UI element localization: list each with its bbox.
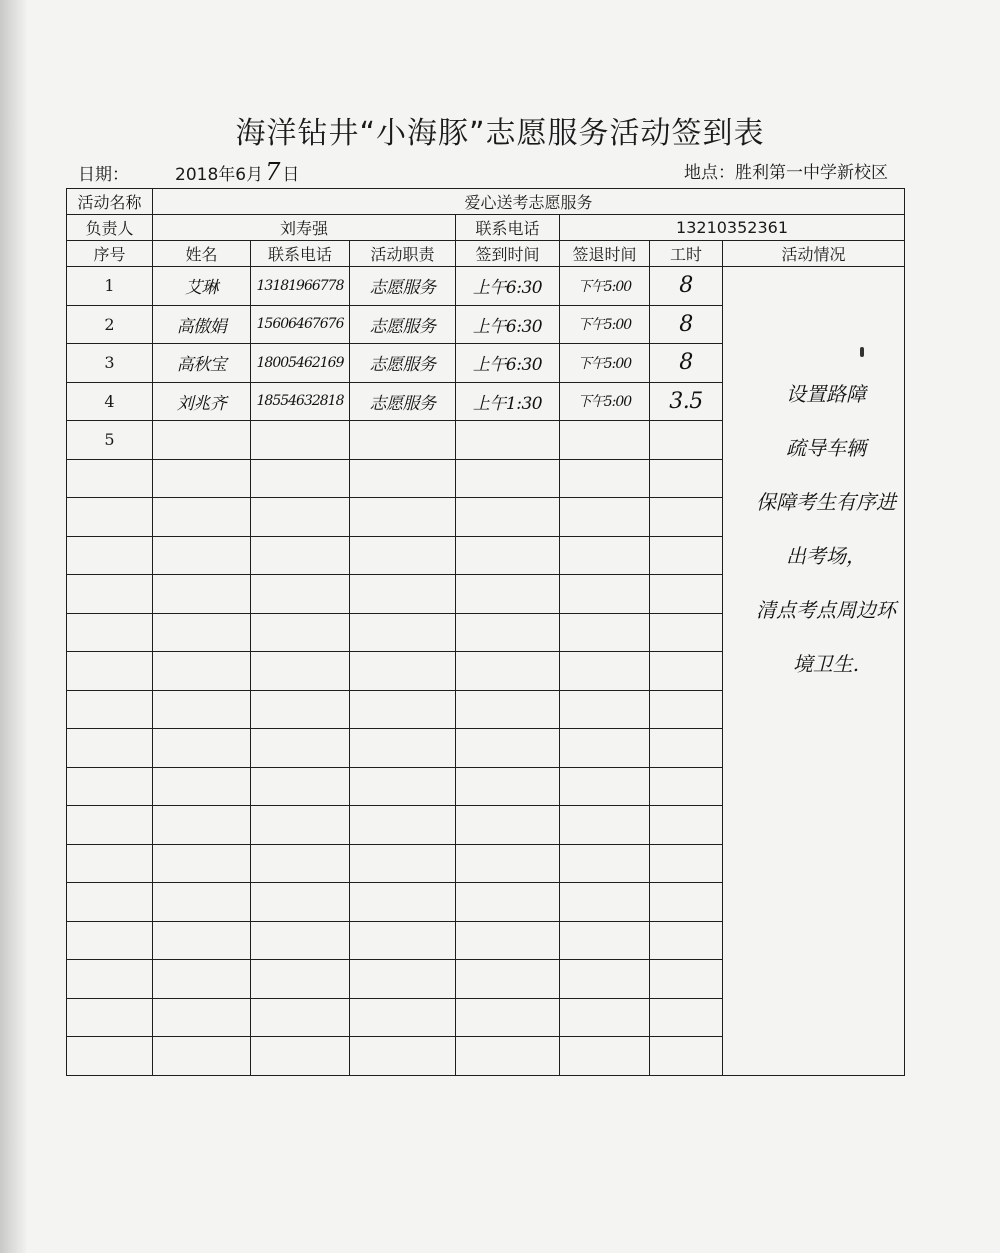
row-duty — [350, 613, 456, 652]
activity-label: 活动名称 — [67, 189, 153, 215]
row-sign-out — [560, 575, 650, 614]
row-duty — [350, 921, 456, 960]
row-phone: 15606467676 — [251, 305, 350, 344]
row-hours — [650, 921, 723, 960]
row-phone — [251, 652, 350, 691]
row-hours — [650, 844, 723, 883]
row-sign-in — [456, 613, 560, 652]
row-name — [153, 729, 251, 768]
row-seq — [67, 960, 153, 999]
row-phone — [251, 459, 350, 498]
row-name — [153, 613, 251, 652]
row-phone — [251, 921, 350, 960]
date-line — [78, 158, 299, 186]
situation-note-line: 设置路障 — [786, 382, 866, 406]
row-sign-in — [456, 921, 560, 960]
row-sign-in: 上午1:30 — [456, 382, 560, 421]
row-sign-out — [560, 844, 650, 883]
row-seq — [67, 459, 153, 498]
col-name: 姓名 — [153, 241, 251, 267]
row-seq: 3 — [67, 344, 153, 383]
row-duty — [350, 421, 456, 460]
row-phone — [251, 960, 350, 999]
row-seq — [67, 767, 153, 806]
row-sign-out — [560, 536, 650, 575]
activity-value: 爱心送考志愿服务 — [153, 189, 905, 215]
row-sign-in — [456, 536, 560, 575]
situation-note-line: 疏导车辆 — [786, 436, 866, 460]
row-sign-in — [456, 1037, 560, 1076]
row-hours — [650, 652, 723, 691]
row-name — [153, 998, 251, 1037]
row-name — [153, 883, 251, 922]
col-sign-in: 签到时间 — [456, 241, 560, 267]
row-phone — [251, 883, 350, 922]
row-seq — [67, 1037, 153, 1076]
row-seq: 2 — [67, 305, 153, 344]
activity-row — [67, 189, 905, 215]
row-hours: 8 — [650, 344, 723, 383]
row-phone — [251, 998, 350, 1037]
row-duty — [350, 536, 456, 575]
leader-phone-label: 联系电话 — [456, 215, 560, 241]
row-name — [153, 1037, 251, 1076]
row-duty: 志愿服务 — [350, 344, 456, 383]
row-sign-out — [560, 729, 650, 768]
date-day-handwritten: 7 — [265, 158, 281, 186]
row-duty — [350, 998, 456, 1037]
col-hours: 工时 — [650, 241, 723, 267]
row-phone — [251, 575, 350, 614]
row-duty — [350, 575, 456, 614]
row-hours — [650, 1037, 723, 1076]
row-hours — [650, 459, 723, 498]
date-prefix: 2018年6月 — [175, 165, 264, 185]
row-duty — [350, 960, 456, 999]
situation-note-line: 境卫生. — [792, 652, 860, 676]
row-phone — [251, 536, 350, 575]
row-hours — [650, 960, 723, 999]
row-duty — [350, 729, 456, 768]
row-sign-out — [560, 613, 650, 652]
row-duty — [350, 498, 456, 537]
col-situation: 活动情况 — [723, 241, 905, 267]
row-phone — [251, 729, 350, 768]
row-seq — [67, 921, 153, 960]
row-name — [153, 421, 251, 460]
row-hours: 8 — [650, 305, 723, 344]
row-hours — [650, 690, 723, 729]
row-sign-in — [456, 960, 560, 999]
row-hours: 8 — [650, 267, 723, 306]
row-sign-out — [560, 998, 650, 1037]
row-phone — [251, 498, 350, 537]
col-sign-out: 签退时间 — [560, 241, 650, 267]
row-hours: 3.5 — [650, 382, 723, 421]
row-sign-out — [560, 690, 650, 729]
col-phone: 联系电话 — [251, 241, 350, 267]
row-seq — [67, 806, 153, 845]
row-seq: 1 — [67, 267, 153, 306]
row-duty: 志愿服务 — [350, 267, 456, 306]
col-duty: 活动职责 — [350, 241, 456, 267]
sign-in-table — [66, 188, 905, 1076]
row-hours — [650, 767, 723, 806]
row-phone — [251, 613, 350, 652]
row-seq — [67, 498, 153, 537]
row-name — [153, 575, 251, 614]
row-sign-out — [560, 960, 650, 999]
situation-notes — [741, 367, 905, 691]
row-sign-out — [560, 421, 650, 460]
situation-note-line: 出考场， — [786, 544, 866, 568]
situation-note-line: 保障考生有序进 — [756, 490, 896, 514]
row-duty — [350, 459, 456, 498]
row-sign-out: 下午5:00 — [560, 305, 650, 344]
leader-row — [67, 215, 905, 241]
row-name — [153, 921, 251, 960]
row-duty — [350, 883, 456, 922]
row-duty: 志愿服务 — [350, 382, 456, 421]
row-name: 高傲娟 — [153, 305, 251, 344]
row-sign-in: 上午6:30 — [456, 267, 560, 306]
row-seq — [67, 998, 153, 1037]
row-duty — [350, 1037, 456, 1076]
row-seq — [67, 729, 153, 768]
row-duty: 志愿服务 — [350, 305, 456, 344]
row-duty — [350, 690, 456, 729]
column-header-row — [67, 241, 905, 267]
leader-label: 负责人 — [67, 215, 153, 241]
leader-phone: 13210352361 — [560, 215, 905, 241]
row-name — [153, 960, 251, 999]
situation-note-line: 清点考点周边环 — [756, 598, 896, 622]
row-seq — [67, 690, 153, 729]
scan-shadow — [0, 0, 28, 1253]
row-hours — [650, 575, 723, 614]
row-name — [153, 806, 251, 845]
row-sign-out — [560, 883, 650, 922]
form-title: 海洋钻井“小海豚”志愿服务活动签到表 — [235, 116, 765, 151]
leader-value: 刘寿强 — [153, 215, 456, 241]
row-name — [153, 652, 251, 691]
row-duty — [350, 806, 456, 845]
row-name — [153, 498, 251, 537]
row-hours — [650, 998, 723, 1037]
row-sign-in — [456, 767, 560, 806]
row-hours — [650, 613, 723, 652]
row-sign-out — [560, 498, 650, 537]
row-name: 艾琳 — [153, 267, 251, 306]
row-sign-in: 上午6:30 — [456, 305, 560, 344]
row-hours — [650, 729, 723, 768]
row-sign-out: 下午5:00 — [560, 382, 650, 421]
row-sign-in — [456, 806, 560, 845]
col-seq: 序号 — [67, 241, 153, 267]
row-sign-in — [456, 729, 560, 768]
row-hours — [650, 421, 723, 460]
row-hours — [650, 536, 723, 575]
row-sign-out: 下午5:00 — [560, 344, 650, 383]
row-phone: 18554632818 — [251, 382, 350, 421]
row-phone — [251, 844, 350, 883]
row-seq — [67, 536, 153, 575]
row-sign-in — [456, 459, 560, 498]
row-sign-out — [560, 1037, 650, 1076]
row-sign-in: 上午6:30 — [456, 344, 560, 383]
date-suffix: 日 — [282, 165, 300, 185]
row-phone — [251, 767, 350, 806]
row-sign-in — [456, 690, 560, 729]
row-name: 高秋宝 — [153, 344, 251, 383]
situation-cell — [723, 267, 905, 1076]
row-name — [153, 767, 251, 806]
row-phone: 13181966778 — [251, 267, 350, 306]
row-name — [153, 844, 251, 883]
row-sign-out — [560, 767, 650, 806]
row-duty — [350, 652, 456, 691]
row-sign-out — [560, 806, 650, 845]
row-seq: 5 — [67, 421, 153, 460]
row-seq — [67, 844, 153, 883]
row-seq — [67, 883, 153, 922]
row-phone — [251, 690, 350, 729]
row-duty — [350, 767, 456, 806]
row-seq — [67, 575, 153, 614]
row-sign-in — [456, 575, 560, 614]
location-line: 地点：胜利第一中学新校区 — [684, 163, 888, 183]
row-duty — [350, 844, 456, 883]
row-sign-out — [560, 921, 650, 960]
date-label: 日期： — [78, 165, 129, 185]
row-sign-in — [456, 421, 560, 460]
row-name — [153, 536, 251, 575]
row-name: 刘兆齐 — [153, 382, 251, 421]
row-sign-out — [560, 652, 650, 691]
row-name — [153, 459, 251, 498]
row-seq — [67, 652, 153, 691]
row-phone — [251, 1037, 350, 1076]
row-sign-out — [560, 459, 650, 498]
table-row — [67, 267, 905, 306]
row-phone — [251, 806, 350, 845]
row-sign-in — [456, 844, 560, 883]
row-sign-out: 下午5:00 — [560, 267, 650, 306]
row-hours — [650, 806, 723, 845]
row-seq — [67, 613, 153, 652]
row-sign-in — [456, 883, 560, 922]
row-hours — [650, 883, 723, 922]
ink-mark — [860, 347, 864, 357]
row-sign-in — [456, 652, 560, 691]
row-sign-in — [456, 998, 560, 1037]
row-hours — [650, 498, 723, 537]
row-phone — [251, 421, 350, 460]
row-name — [153, 690, 251, 729]
row-seq: 4 — [67, 382, 153, 421]
row-sign-in — [456, 498, 560, 537]
row-phone: 18005462169 — [251, 344, 350, 383]
